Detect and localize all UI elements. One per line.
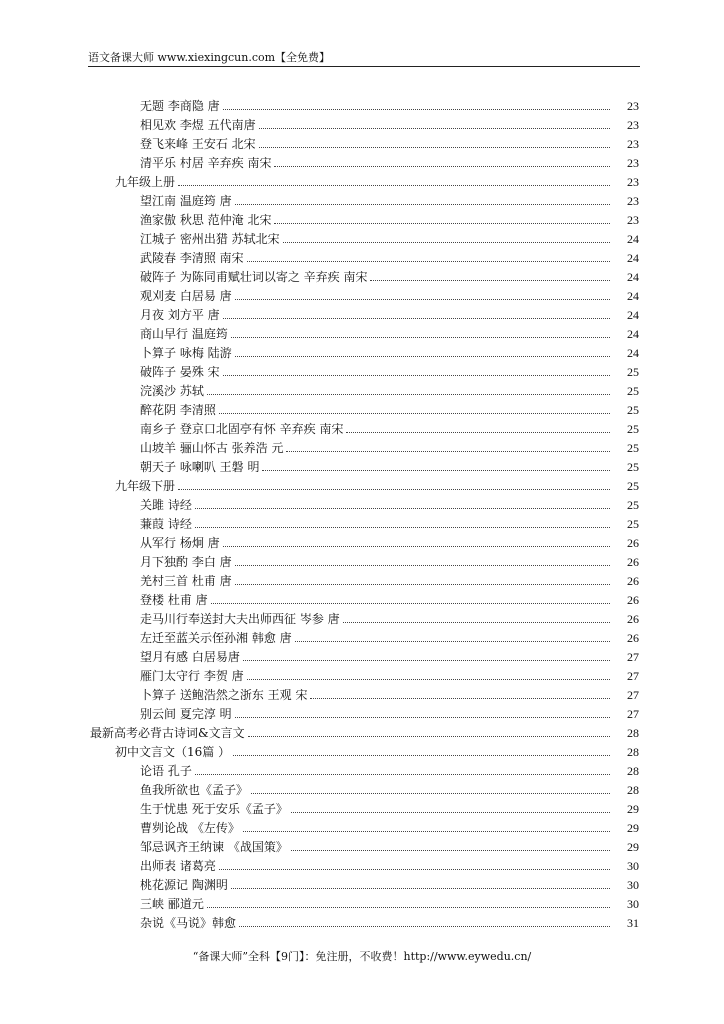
toc-dot-leader: [235, 584, 610, 585]
toc-entry-line: [140, 190, 612, 209]
toc-entry-line: [115, 741, 612, 760]
toc-dot-leader: [235, 204, 610, 205]
toc-entry-page-number: 29: [627, 840, 639, 854]
toc-entry-line: [140, 760, 612, 779]
toc-entry-line: [140, 703, 612, 722]
toc-entry-line: [140, 646, 612, 665]
page-header: 语文备课大师 www.xiexingcun.com【全免费】: [88, 51, 331, 64]
toc-entry-page-number: 28: [627, 783, 639, 797]
toc-dot-leader: [211, 603, 610, 604]
toc-entry-page-number: 23: [627, 156, 639, 170]
toc-entry-title: 卜算子 送鲍浩然之浙东 王观 宋: [140, 688, 308, 702]
toc-entry[interactable]: [0, 456, 724, 475]
toc-entry-line: [140, 456, 612, 475]
toc-entry[interactable]: [0, 874, 724, 893]
toc-entry-line: [140, 551, 612, 570]
toc-entry[interactable]: [0, 551, 724, 570]
toc-entry[interactable]: [0, 817, 724, 836]
toc-entry-title: 别云间 夏完淳 明: [140, 707, 232, 721]
toc-dot-leader: [195, 527, 610, 528]
toc-entry-page-number: 23: [627, 99, 639, 113]
toc-entry[interactable]: [0, 836, 724, 855]
page-footer: “备课大师”全科【9门】：免注册，不收费！http://www.eywedu.cn/: [192, 950, 532, 963]
toc-dot-leader: [262, 470, 610, 471]
toc-dot-leader: [259, 147, 610, 148]
toc-entry-page-number: 27: [627, 650, 639, 664]
toc-entry[interactable]: [0, 342, 724, 361]
toc-entry-title: 左迁至蓝关示侄孙湘 韩愈 唐: [140, 631, 292, 645]
toc-entry[interactable]: [0, 893, 724, 912]
toc-dot-leader: [247, 261, 610, 262]
toc-entry-page-number: 25: [627, 441, 639, 455]
toc-dot-leader: [235, 565, 610, 566]
toc-entry-page-number: 23: [627, 213, 639, 227]
toc-entry[interactable]: [0, 114, 724, 133]
toc-entry[interactable]: [0, 361, 724, 380]
toc-entry[interactable]: [0, 912, 724, 931]
toc-entry-title: 观刈麦 白居易 唐: [140, 289, 232, 303]
toc-entry-title: 商山早行 温庭筠: [140, 327, 228, 341]
toc-entry-page-number: 27: [627, 688, 639, 702]
toc-dot-leader: [219, 869, 610, 870]
toc-entry-line: [140, 494, 612, 513]
toc-entry-title: 月下独酌 李白 唐: [140, 555, 232, 569]
toc-entry-line: [140, 513, 612, 532]
toc-entry-line: [140, 152, 612, 171]
toc-entry-line: [140, 684, 612, 703]
toc-dot-leader: [223, 546, 610, 547]
toc-dot-leader: [251, 793, 610, 794]
toc-entry-title: 月夜 刘方平 唐: [140, 308, 220, 322]
toc-entry-line: [140, 209, 612, 228]
toc-dot-leader: [233, 755, 610, 756]
toc-dot-leader: [243, 831, 610, 832]
toc-entry-title: 生于忧患 死于安乐《孟子》: [140, 802, 288, 816]
toc-entry-line: [140, 380, 612, 399]
toc-entry-title: 武陵春 李清照 南宋: [140, 251, 244, 265]
toc-entry-title: 江城子 密州出猎 苏轼北宋: [140, 232, 280, 246]
toc-entry-line: [140, 912, 612, 931]
toc-entry-page-number: 24: [627, 251, 639, 265]
toc-entry-title: 望江南 温庭筠 唐: [140, 194, 232, 208]
toc-entry-page-number: 23: [627, 194, 639, 208]
toc-dot-leader: [235, 717, 610, 718]
toc-entry-line: [140, 323, 612, 342]
toc-entry-page-number: 30: [627, 878, 639, 892]
toc-dot-leader: [291, 850, 610, 851]
toc-dot-leader: [207, 394, 610, 395]
toc-entry-page-number: 30: [627, 859, 639, 873]
toc-entry[interactable]: [0, 152, 724, 171]
toc-entry-title: 清平乐 村居 辛弃疾 南宋: [140, 156, 272, 170]
toc-entry[interactable]: [0, 741, 724, 760]
toc-dot-leader: [248, 736, 610, 737]
toc-dot-leader: [259, 128, 610, 129]
toc-entry-page-number: 28: [627, 726, 639, 740]
toc-dot-leader: [235, 299, 610, 300]
toc-entry-title: 蒹葭 诗经: [140, 517, 192, 531]
toc-dot-leader: [235, 356, 610, 357]
toc-entry-title: 醉花阴 李清照: [140, 403, 216, 417]
toc-entry-line: [140, 893, 612, 912]
toc-entry[interactable]: [0, 665, 724, 684]
toc-entry-page-number: 29: [627, 802, 639, 816]
toc-entry-line: [140, 437, 612, 456]
toc-entry-title: 山坡羊 骊山怀古 张养浩 元: [140, 441, 284, 455]
toc-entry[interactable]: [0, 171, 724, 190]
toc-entry-title: 关雎 诗经: [140, 498, 192, 512]
toc-dot-leader: [231, 337, 610, 338]
toc-entry-page-number: 25: [627, 403, 639, 417]
toc-entry-title: 卜算子 咏梅 陆游: [140, 346, 232, 360]
toc-entry-line: [140, 418, 612, 437]
toc-entry-page-number: 24: [627, 327, 639, 341]
toc-entry-page-number: 25: [627, 422, 639, 436]
toc-entry-line: [115, 475, 612, 494]
toc-entry-page-number: 24: [627, 346, 639, 360]
toc-dot-leader: [370, 280, 610, 281]
toc-entry-line: [140, 304, 612, 323]
toc-entry[interactable]: [0, 589, 724, 608]
toc-entry-title: 朝天子 咏喇叭 王磐 明: [140, 460, 260, 474]
toc-entry[interactable]: [0, 437, 724, 456]
toc-entry[interactable]: [0, 304, 724, 323]
toc-entry-title: 走马川行奉送封大夫出师西征 岑参 唐: [140, 612, 340, 626]
toc-entry-line: [140, 361, 612, 380]
toc-entry-line: [140, 855, 612, 874]
toc-dot-leader: [274, 223, 610, 224]
toc-entry-line: [115, 171, 612, 190]
toc-dot-leader: [195, 774, 610, 775]
toc-entry[interactable]: [0, 779, 724, 798]
toc-entry-page-number: 27: [627, 707, 639, 721]
toc-entry[interactable]: [0, 133, 724, 152]
toc-dot-leader: [223, 375, 610, 376]
toc-entry-title: 羌村三首 杜甫 唐: [140, 574, 232, 588]
toc-entry[interactable]: [0, 855, 724, 874]
toc-entry[interactable]: [0, 798, 724, 817]
toc-entry-page-number: 26: [627, 555, 639, 569]
toc-entry-page-number: 24: [627, 232, 639, 246]
toc-entry[interactable]: [0, 247, 724, 266]
toc-entry-title: 浣溪沙 苏轼: [140, 384, 204, 398]
toc-entry[interactable]: [0, 684, 724, 703]
toc-entry-line: [140, 532, 612, 551]
toc-entry-page-number: 25: [627, 479, 639, 493]
toc-entry[interactable]: [0, 380, 724, 399]
toc-entry-page-number: 26: [627, 612, 639, 626]
toc-entry-page-number: 25: [627, 460, 639, 474]
toc-dot-leader: [178, 489, 610, 490]
toc-dot-leader: [223, 318, 610, 319]
toc-entry-page-number: 25: [627, 384, 639, 398]
toc-entry-title: 渔家傲 秋思 范仲淹 北宋: [140, 213, 272, 227]
toc-entry-line: [140, 779, 612, 798]
toc-entry-title: 最新高考必背古诗词&文言文: [90, 726, 245, 740]
toc-entry-line: [140, 133, 612, 152]
toc-entry[interactable]: [0, 646, 724, 665]
toc-entry-page-number: 28: [627, 764, 639, 778]
toc-entry-line: [140, 627, 612, 646]
toc-entry-title: 登楼 杜甫 唐: [140, 593, 208, 607]
toc-dot-leader: [274, 166, 610, 167]
toc-dot-leader: [343, 622, 610, 623]
toc-dot-leader: [223, 109, 610, 110]
toc-entry-page-number: 24: [627, 270, 639, 284]
toc-entry-title: 南乡子 登京口北固亭有怀 辛弃疾 南宋: [140, 422, 344, 436]
toc-entry-line: [140, 665, 612, 684]
toc-dot-leader: [219, 413, 610, 414]
toc-entry-title: 论语 孔子: [140, 764, 192, 778]
toc-entry-title: 邹忌讽齐王纳谏 《战国策》: [140, 840, 288, 854]
toc-entry[interactable]: [0, 608, 724, 627]
toc-entry-line: [140, 114, 612, 133]
toc-entry[interactable]: [0, 475, 724, 494]
toc-entry-page-number: 25: [627, 517, 639, 531]
toc-entry-line: [140, 342, 612, 361]
toc-entry-line: [140, 95, 612, 114]
toc-entry-page-number: 24: [627, 289, 639, 303]
toc-dot-leader: [195, 508, 610, 509]
toc-entry-title: 雁门太守行 李贺 唐: [140, 669, 244, 683]
toc-dot-leader: [243, 660, 610, 661]
toc-entry-title: 九年级上册: [115, 175, 176, 189]
toc-entry-line: [140, 608, 612, 627]
toc-entry-title: 出师表 诸葛亮: [140, 859, 216, 873]
toc-entry-page-number: 27: [627, 669, 639, 683]
toc-entry-title: 相见欢 李煜 五代南唐: [140, 118, 256, 132]
toc-entry-page-number: 23: [627, 137, 639, 151]
toc-entry[interactable]: [0, 703, 724, 722]
toc-entry[interactable]: [0, 418, 724, 437]
toc-entry[interactable]: [0, 494, 724, 513]
toc-entry-line: [140, 285, 612, 304]
toc-entry-line: [90, 722, 612, 741]
toc-entry[interactable]: [0, 190, 724, 209]
toc-entry-page-number: 26: [627, 593, 639, 607]
toc-entry-line: [140, 247, 612, 266]
toc-entry-title: 鱼我所欲也《孟子》: [140, 783, 249, 797]
toc-entry-page-number: 25: [627, 365, 639, 379]
toc-dot-leader: [286, 451, 610, 452]
toc-dot-leader: [231, 888, 610, 889]
toc-entry[interactable]: [0, 570, 724, 589]
toc-entry-page-number: 30: [627, 897, 639, 911]
toc-entry-line: [140, 266, 612, 285]
toc-dot-leader: [346, 432, 610, 433]
toc-entry[interactable]: [0, 532, 724, 551]
toc-entry-line: [140, 874, 612, 893]
toc-entry[interactable]: [0, 228, 724, 247]
toc-dot-leader: [239, 926, 610, 927]
toc-entry-line: [140, 570, 612, 589]
toc-entry-page-number: 26: [627, 631, 639, 645]
toc-entry-title: 三峡 郦道元: [140, 897, 204, 911]
toc-entry[interactable]: [0, 209, 724, 228]
toc-dot-leader: [207, 907, 610, 908]
toc-entry-line: [140, 836, 612, 855]
toc-entry-page-number: 25: [627, 498, 639, 512]
toc-entry[interactable]: [0, 722, 724, 741]
toc-entry-title: 曹刿论战 《左传》: [140, 821, 240, 835]
toc-entry-page-number: 23: [627, 118, 639, 132]
toc-entry-title: 破阵子 为陈同甫赋壮词以寄之 辛弃疾 南宋: [140, 270, 368, 284]
toc-entry-title: 初中文言文（16篇 ）: [115, 745, 231, 759]
toc-dot-leader: [310, 698, 610, 699]
toc-entry[interactable]: [0, 399, 724, 418]
toc-entry-title: 登飞来峰 王安石 北宋: [140, 137, 256, 151]
toc-entry-page-number: 28: [627, 745, 639, 759]
toc-entry[interactable]: [0, 627, 724, 646]
header-rule: [88, 66, 640, 67]
toc-entry-page-number: 29: [627, 821, 639, 835]
toc-entry-page-number: 31: [627, 916, 639, 930]
toc-entry[interactable]: [0, 323, 724, 342]
toc-entry-title: 九年级下册: [115, 479, 176, 493]
toc-entry-line: [140, 228, 612, 247]
toc-dot-leader: [247, 679, 610, 680]
toc-entry-title: 破阵子 晏殊 宋: [140, 365, 220, 379]
toc-dot-leader: [291, 812, 610, 813]
toc-entry-line: [140, 817, 612, 836]
toc-entry-page-number: 24: [627, 308, 639, 322]
toc-entry[interactable]: [0, 285, 724, 304]
toc-entry-line: [140, 798, 612, 817]
toc-dot-leader: [283, 242, 610, 243]
toc-entry[interactable]: [0, 513, 724, 532]
toc-entry[interactable]: [0, 760, 724, 779]
toc-entry-title: 桃花源记 陶渊明: [140, 878, 228, 892]
toc-entry-line: [140, 589, 612, 608]
toc-dot-leader: [295, 641, 610, 642]
toc-entry[interactable]: [0, 266, 724, 285]
toc-entry-title: 杂说《马说》韩愈: [140, 916, 237, 930]
toc-entry-page-number: 26: [627, 536, 639, 550]
toc-entry-line: [140, 399, 612, 418]
toc-entry-title: 望月有感 白居易唐: [140, 650, 240, 664]
toc-entry-title: 从军行 杨炯 唐: [140, 536, 220, 550]
toc-entry-page-number: 23: [627, 175, 639, 189]
toc-dot-leader: [178, 185, 610, 186]
toc-entry[interactable]: [0, 95, 724, 114]
toc-entry-page-number: 26: [627, 574, 639, 588]
toc-entry-title: 无题 李商隐 唐: [140, 99, 220, 113]
